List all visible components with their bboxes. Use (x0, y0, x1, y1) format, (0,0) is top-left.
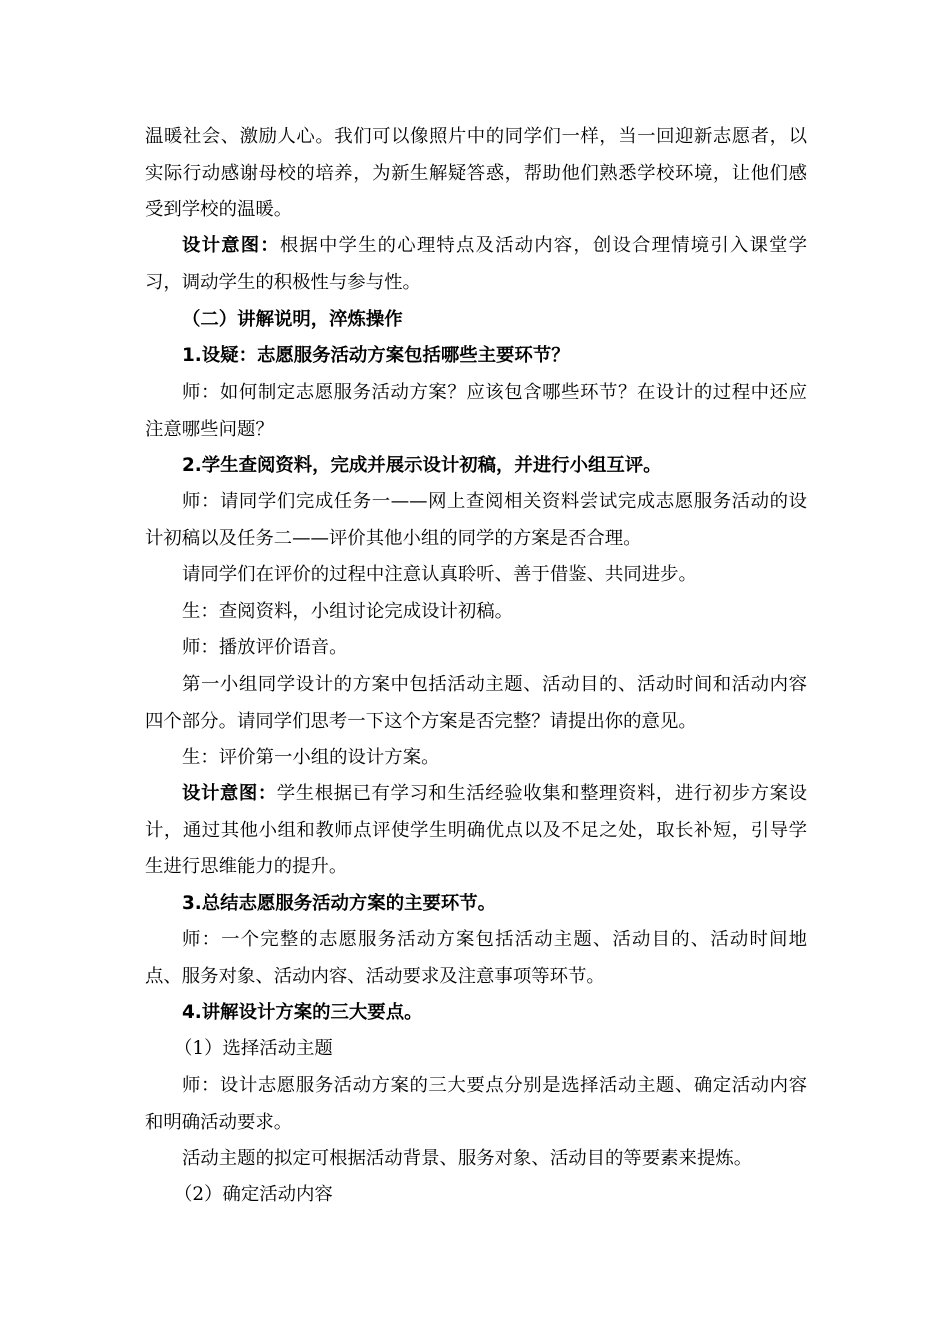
teacher-task-paragraph: 师：请同学们完成任务一——网上查阅相关资料尝试完成志愿服务活动的设计初稿以及任务二——评价其他小组的同学的方案是否合理。 (145, 491, 807, 549)
design-intent-label: 设计意图： (182, 235, 280, 256)
teacher-play-audio: 师：播放评价语音。 (182, 637, 348, 658)
design-intent-paragraph-1 (145, 228, 807, 301)
design-intent-paragraph-2 (145, 776, 807, 886)
student-evaluation: 生：评价第一小组的设计方案。 (182, 747, 440, 768)
paragraph-intro-continued: 温暖社会、激励人心。我们可以像照片中的同学们一样，当一回迎新志愿者，以实际行动感谢母校的培养，为新生解疑答惑，帮助他们熟悉学校环境，让他们感受到学校的温暖。 (145, 126, 807, 220)
step-heading-3: 3.总结志愿服务活动方案的主要环节。 (182, 893, 497, 914)
evaluation-instruction: 请同学们在评价的过程中注意认真聆听、善于借鉴、共同进步。 (182, 564, 697, 585)
theme-drafting-paragraph: 活动主题的拟定可根据活动背景、服务对象、活动目的等要素来提炼。 (182, 1148, 753, 1169)
step-heading-1: 1.设疑：志愿服务活动方案包括哪些主要环节？ (182, 345, 570, 366)
subheading-select-theme: （1）选择活动主题 (174, 1038, 333, 1059)
teacher-summary-paragraph: 师：一个完整的志愿服务活动方案包括活动主题、活动目的、活动时间地点、服务对象、活动内容、活动要求及注意事项等环节。 (145, 929, 807, 987)
step-heading-2: 2.学生查阅资料，完成并展示设计初稿，并进行小组互评。 (182, 455, 662, 476)
teacher-three-points-paragraph: 师：设计志愿服务活动方案的三大要点分别是选择活动主题、确定活动内容和明确活动要求。 (145, 1075, 807, 1133)
step-heading-4: 4.讲解设计方案的三大要点。 (182, 1002, 423, 1023)
section-heading: （二）讲解说明，淬炼操作 (182, 309, 403, 330)
group-one-plan-paragraph: 第一小组同学设计的方案中包括活动主题、活动目的、活动时间和活动内容四个部分。请同学们思考一下这个方案是否完整？请提出你的意见。 (145, 674, 807, 732)
student-research: 生：查阅资料，小组讨论完成设计初稿。 (182, 601, 514, 622)
design-intent-text: 学生根据已有学习和生活经验收集和整理资料，进行初步方案设计，通过其他小组和教师点评使学生明确优点以及不足之处，取长补短，引导学生进行思维能力的提升。 (145, 783, 807, 877)
teacher-question-paragraph: 师：如何制定志愿服务活动方案？应该包含哪些环节？在设计的过程中还应注意哪些问题？ (145, 382, 807, 440)
design-intent-text: 根据中学生的心理特点及活动内容，创设合理情境引入课堂学习，调动学生的积极性与参与性。 (145, 235, 807, 293)
design-intent-label: 设计意图： (182, 783, 277, 804)
subheading-determine-content: （2）确定活动内容 (174, 1184, 333, 1205)
